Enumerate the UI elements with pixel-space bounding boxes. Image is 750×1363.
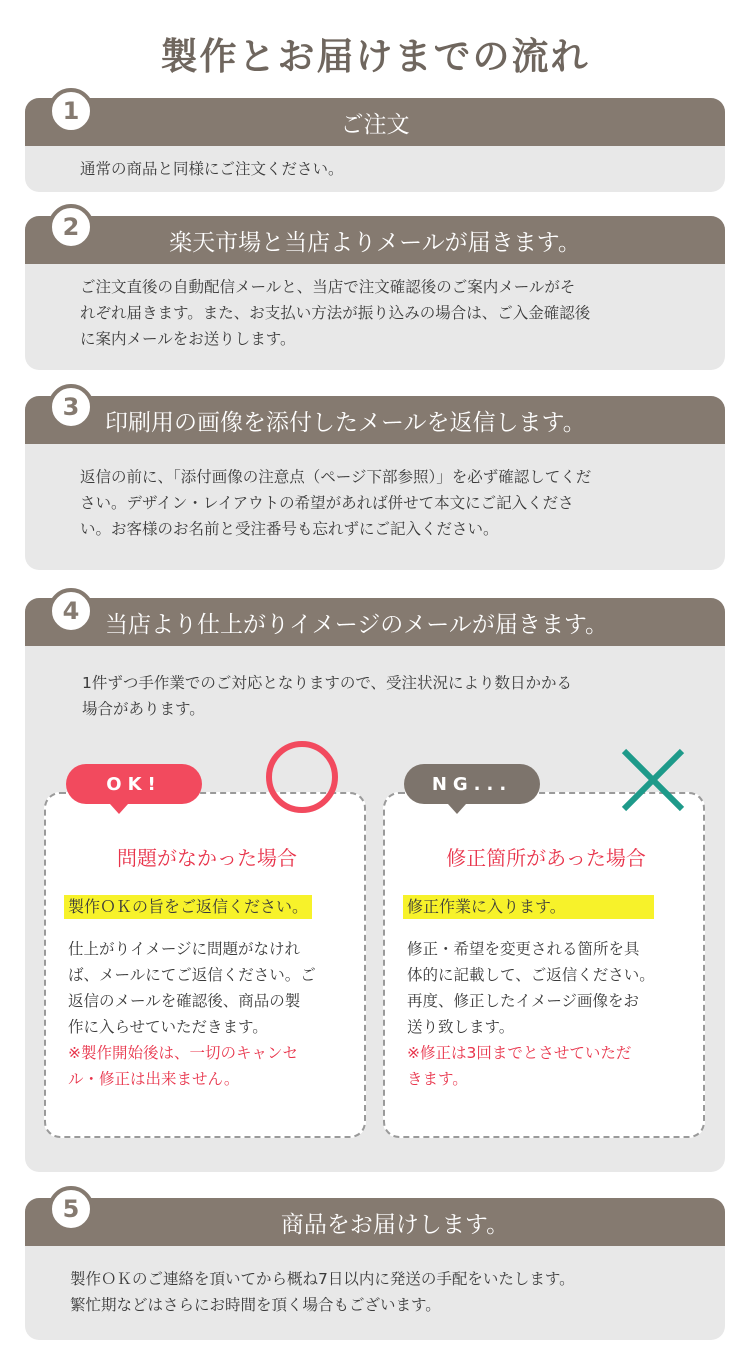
step-3-body — [80, 464, 591, 542]
ng-card-line: 再度、修正したイメージ画像をお — [407, 992, 640, 1010]
step-2-line: に案内メールをお送りします。 — [80, 330, 296, 348]
ok-badge-label: OK! — [106, 773, 162, 795]
ok-card-line: ば、メールにてご返信ください。ご — [68, 966, 316, 984]
ng-card-line: 送り致します。 — [407, 1018, 515, 1036]
ng-card-text — [407, 936, 692, 1092]
step-2-line: ご注文直後の自動配信メールと、当店で注文確認後のご案内メールがそ — [80, 278, 576, 296]
ng-badge — [404, 764, 540, 804]
step-5-panel — [25, 1198, 725, 1340]
ng-card-highlight: 修正作業に入ります。 — [403, 895, 654, 919]
ok-card-note: ル・修正は出来ません。 — [68, 1070, 240, 1088]
ok-card-note: ※製作開始後は、一切のキャンセ — [68, 1044, 298, 1062]
ok-card-line: 返信のメールを確認後、商品の製 — [68, 992, 301, 1010]
ng-card-note: きます。 — [407, 1070, 468, 1088]
ng-card-line: 修正・希望を変更される箇所を具 — [407, 940, 640, 958]
ok-card-title: 問題がなかった場合 — [117, 846, 297, 870]
step-3-line: さい。デザイン・レイアウトの希望があれば併せて本文にご記入くださ — [80, 494, 574, 512]
step-3-header: 印刷用の画像を添付したメールを返信します。 — [25, 396, 725, 444]
step-3-line: 返信の前に、「添付画像の注意点（ページ下部参照）」を必ず確認してくだ — [80, 468, 592, 486]
ng-card-title: 修正箇所があった場合 — [446, 846, 646, 870]
step-2-body — [80, 274, 590, 352]
step-5-body — [70, 1266, 575, 1318]
step-1-panel — [25, 98, 725, 192]
step-1-body: 通常の商品と同様にご注文ください。 — [80, 160, 344, 178]
step-4-number: 4 — [48, 588, 94, 634]
step-3-number: 3 — [48, 384, 94, 430]
ok-card-line: 作に入らせていただきます。 — [68, 1018, 268, 1036]
ok-card-line: 仕上がりイメージに問題がなけれ — [68, 940, 301, 958]
step-2-panel — [25, 216, 725, 370]
step-2-header: 楽天市場と当店よりメールが届きます。 — [25, 216, 725, 264]
ng-card — [383, 792, 705, 1138]
step-4-header: 当店より仕上がりイメージのメールが届きます。 — [25, 598, 725, 646]
step-5-line: 繁忙期などはさらにお時間を頂く場合もございます。 — [70, 1296, 441, 1314]
step-2-line: れぞれ届きます。また、お支払い方法が振り込みの場合は、ご入金確認後 — [80, 304, 591, 322]
step-3-line: い。お客様のお名前と受注番号も忘れずにご記入ください。 — [80, 520, 499, 538]
step-5-number: 5 — [48, 1186, 94, 1232]
ng-card-line: 体的に記載して、ご返信ください。 — [407, 966, 655, 984]
step-5-line: 製作ＯＫのご連絡を頂いてから概ね7日以内に発送の手配をいたします。 — [70, 1270, 575, 1288]
step-2-number: 2 — [48, 204, 94, 250]
step-4-line: 1件ずつ手作業でのご対応となりますので、受注状況により数日かかる — [82, 674, 573, 692]
step-4-body — [82, 670, 572, 722]
ng-badge-tail — [448, 804, 466, 814]
ng-card-note: ※修正は3回までとさせていただ — [407, 1044, 632, 1062]
ok-card-text — [68, 936, 353, 1092]
step-4-line: 場合があります。 — [82, 700, 205, 718]
step-1-header: ご注文 — [25, 98, 725, 146]
step-5-header: 商品をお届けします。 — [25, 1198, 725, 1246]
ok-badge — [66, 764, 202, 804]
ok-card — [44, 792, 366, 1138]
ok-card-highlight: 製作ＯＫの旨をご返信ください。 — [64, 895, 312, 919]
circle-ok-icon — [264, 739, 340, 815]
ng-badge-label: NG... — [431, 773, 513, 795]
step-1-number: 1 — [48, 88, 94, 134]
page-title: 製作とお届けまでの流れ — [160, 35, 590, 78]
step-3-panel — [25, 396, 725, 570]
cross-ng-icon — [618, 745, 688, 815]
ok-badge-tail — [110, 804, 128, 814]
